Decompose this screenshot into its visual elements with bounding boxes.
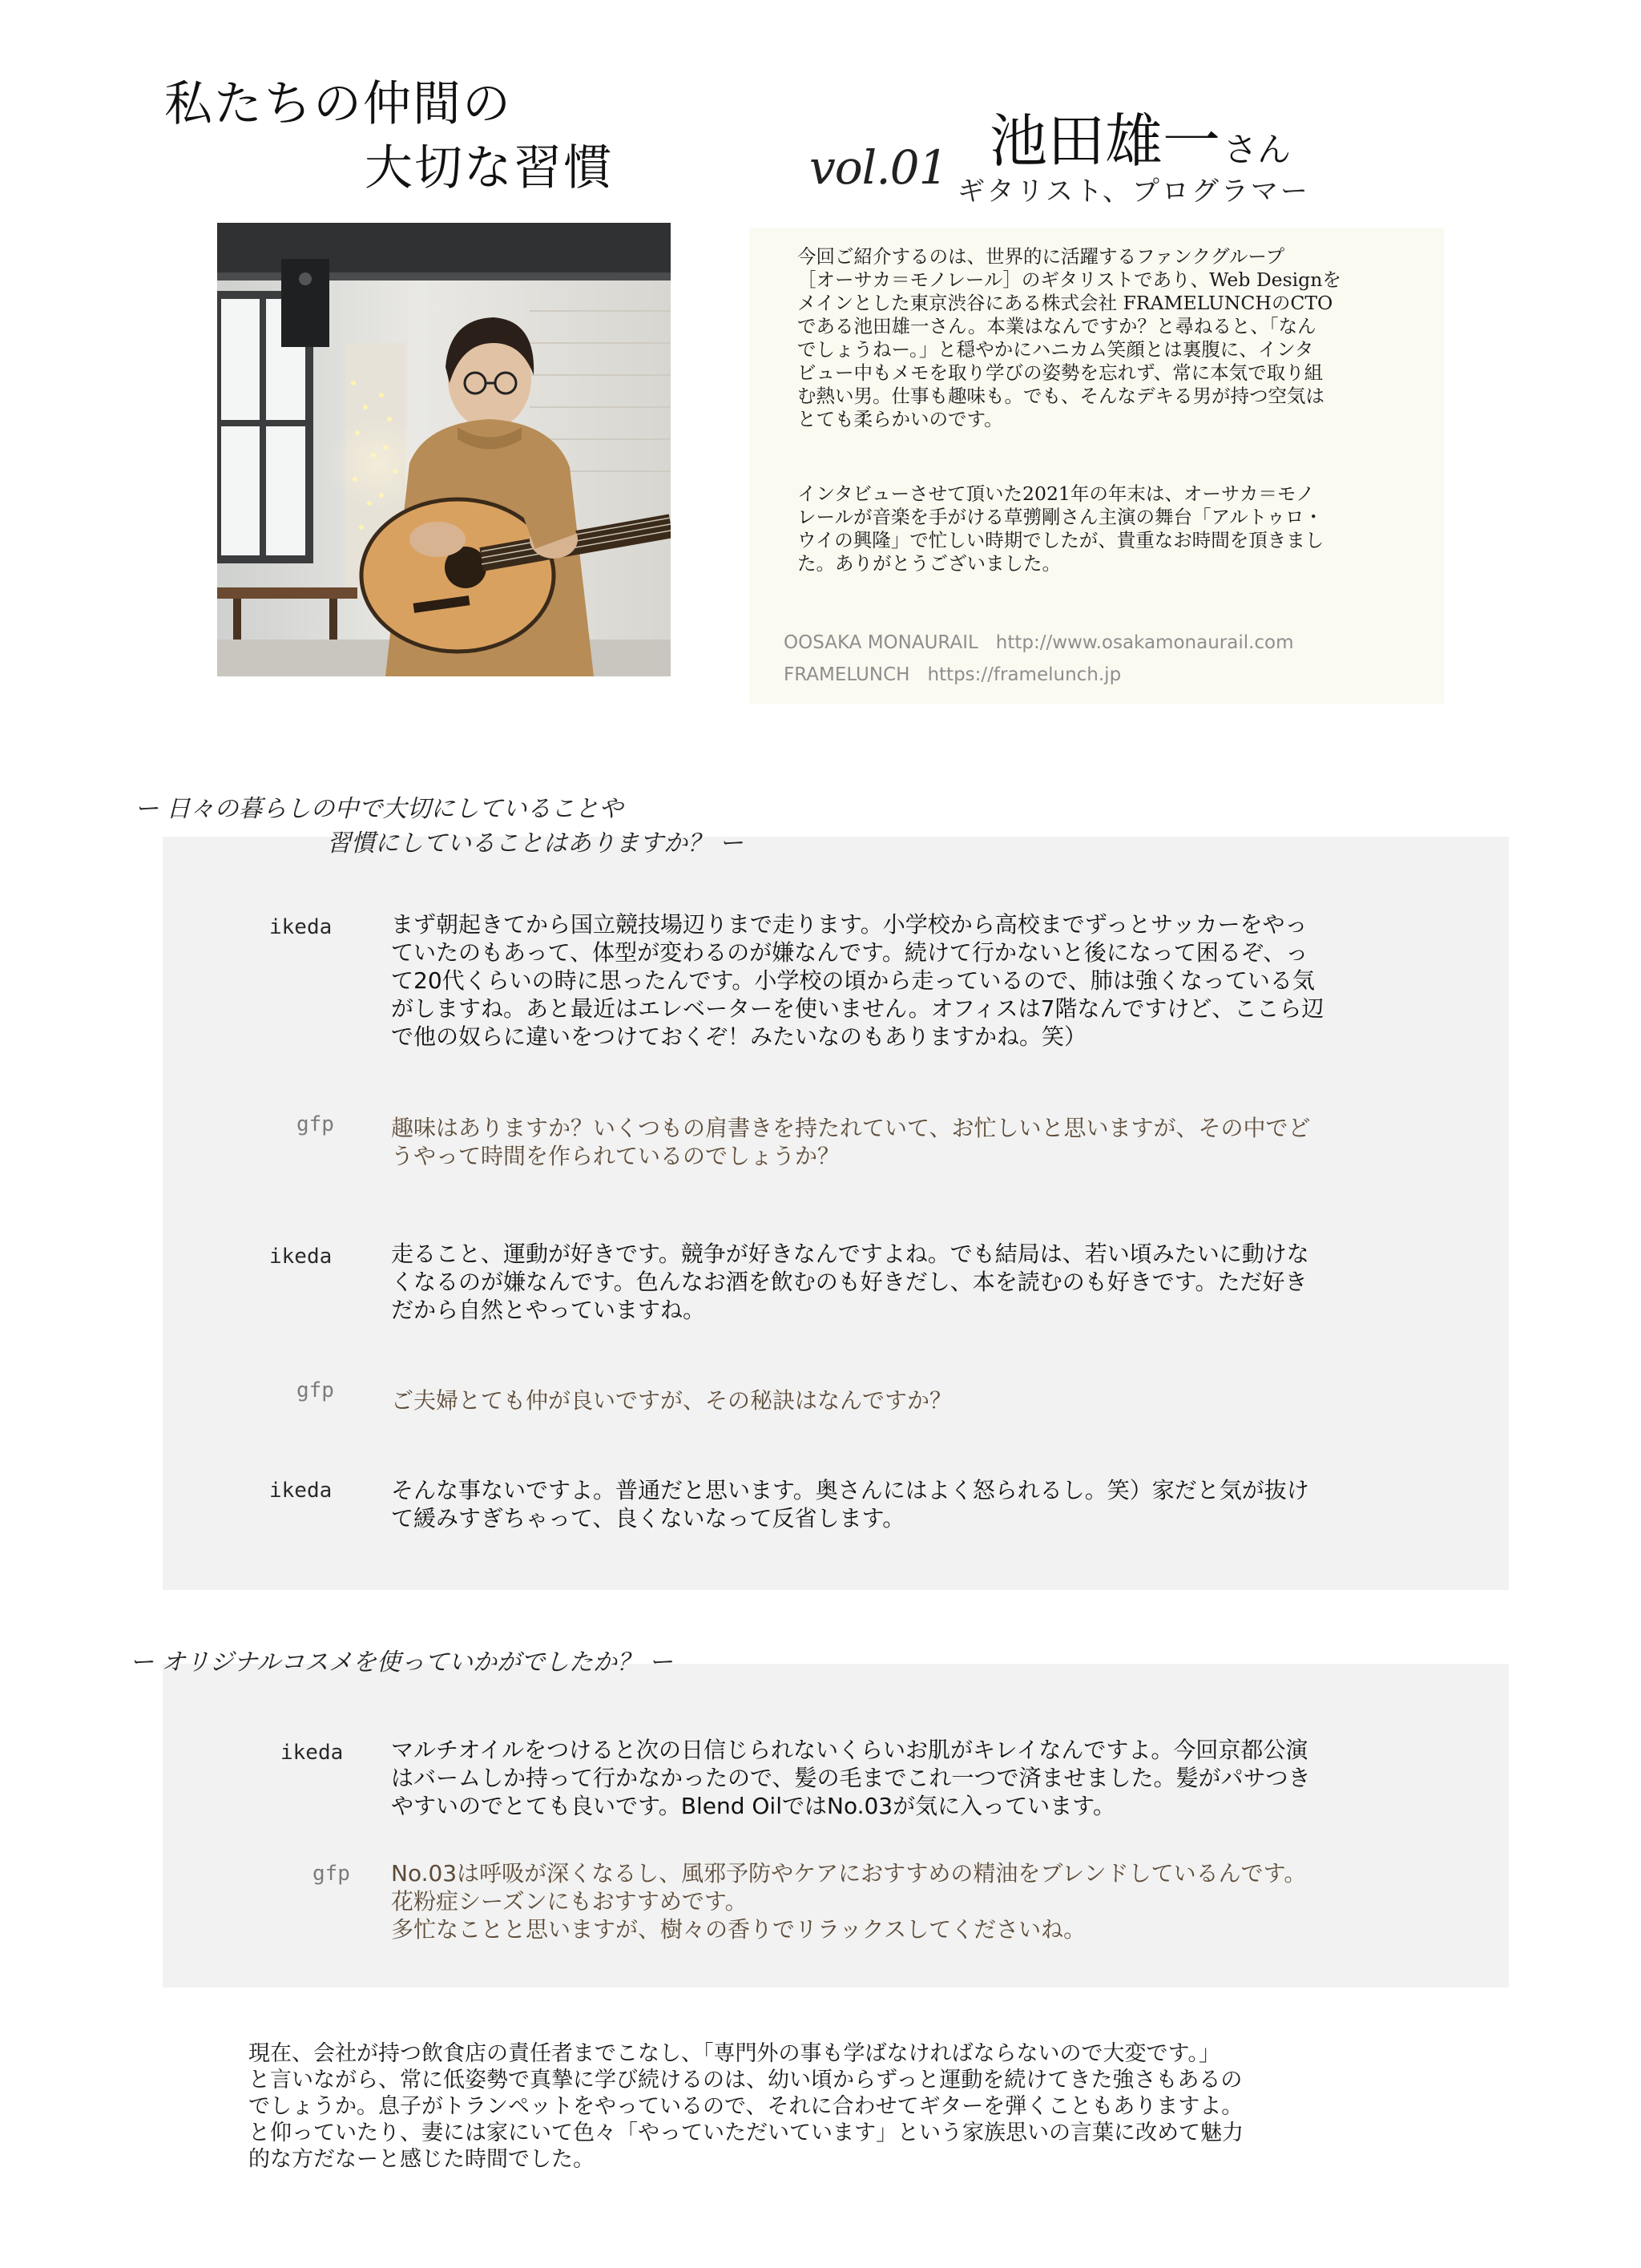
section1-question-line1: ー 日々の暮らしの中で大切にしていることや bbox=[135, 795, 623, 823]
speaker-label: gfp bbox=[296, 1378, 334, 1402]
intro-box bbox=[749, 228, 1444, 704]
dialogue-text: まず朝起きてから国立競技場辺りまで走ります。小学校から高校までずっとサッカーをやっ ていたのもあって、体型が変わるのが嫌なんです。続けて行かないと後になって困るぞ、っ て20代くらいの時に思ったんです。小学校の頃から走っているので、肺は強くなっている気 がしますね。あと最近はエレベーターを使いません。オフィスは7階なんですけど、ここら辺 で他の奴らに違いをつけておくぞ！みたいなのもありますかね。笑） bbox=[391, 911, 1324, 1050]
speaker-label: gfp bbox=[312, 1862, 350, 1886]
link-row bbox=[784, 659, 1294, 691]
interviewee-name-text: 池田雄一 bbox=[990, 107, 1221, 175]
link-url[interactable]: http://www.osakamonaurail.com bbox=[995, 632, 1294, 653]
dialogue-text: 趣味はありますか？いくつもの肩書きを持たれていて、お忙しいと思いますが、その中でど うやって時間を作られているのでしょうか？ bbox=[391, 1115, 1311, 1169]
closing-paragraph: 現在、会社が持つ飲食店の責任者までこなし、「専門外の事も学ばなければならないので大変です。」 と言いながら、常に低姿勢で真摯に学び続けるのは、幼い頃からずっと運動を続けてきた強さもあるの でしょうか。息子がトランペットをやっているので、それに合わせてギターを弾くこともありますよ。 と仰っていたり、妻には家にいて色々「やっていただいています」という家族思いの言葉に改めて魅力 的な方だなーと感じた時間でした。 bbox=[248, 2041, 1244, 2172]
intro-paragraph-2: インタビューさせて頂いた2021年の年末は、オーサカ＝モノ レールが音楽を手がける草彅剛さん主演の舞台「アルトゥロ・ ウイの興隆」で忙しい時期でしたが、貴重なお時間を頂きまし た。ありがとうございました。 bbox=[797, 482, 1324, 575]
page-title-line2: 大切な習慣 bbox=[365, 140, 613, 196]
intro-paragraph-1: 今回ご紹介するのは、世界的に活躍するファンクグループ ［オーサカ＝モノレール］のギタリストであり、Web Designを メインとした東京渋谷にある株式会社 FRAMELUNCHのCTO である池田雄一さん。本業はなんですか？と尋ねると、「なん でしょうねー。」と穏やかにハニカム笑顔とは裏腹に、インタ ビュー中もメモを取り学びの姿勢を忘れず、常に本気で取り組 む熱い男。仕事も趣味も。でも、そんなデキる男が持つ空気は とても柔らかいのです。 bbox=[797, 245, 1341, 430]
link-row bbox=[784, 627, 1294, 659]
dialogue-text: ご夫婦とても仲が良いですが、その秘訣はなんですか？ bbox=[391, 1387, 953, 1414]
dialogue-text: 走ること、運動が好きです。競争が好きなんですよね。でも結局は、若い頃みたいに動けな くなるのが嫌なんです。色んなお酒を飲むのも好きだし、本を読むのも好きです。ただ好き だから自然とやっていますね。 bbox=[391, 1241, 1309, 1323]
speaker-label: ikeda bbox=[269, 1479, 333, 1503]
honorific: さん bbox=[1224, 130, 1292, 169]
interviewee-role: ギタリスト、プログラマー bbox=[958, 176, 1310, 208]
speaker-label: ikeda bbox=[280, 1741, 344, 1765]
dialogue-text: No.03は呼吸が深くなるし、風邪予防やケアにおすすめの精油をブレンドしているんです。 花粉症シーズンにもおすすめです。 多忙なことと思いますが、樹々の香りでリラックスしてくださいね。 bbox=[391, 1860, 1307, 1943]
volume-label: vol.01 bbox=[809, 140, 948, 195]
speaker-label: ikeda bbox=[269, 1245, 333, 1269]
link-url[interactable]: https://framelunch.jp bbox=[927, 664, 1122, 685]
speaker-label: ikeda bbox=[269, 915, 333, 939]
link-label: OOSAKA MONAURAIL bbox=[784, 632, 978, 653]
links-list bbox=[784, 627, 1294, 691]
dialogue-text: マルチオイルをつけると次の日信じられないくらいお肌がキレイなんですよ。今回京都公演 はバームしか持って行かなかったので、髪の毛までこれ一つで済ませました。髪がパサつき やすいのでとても良いです。Blend OilではNo.03が気に入っています。 bbox=[391, 1737, 1311, 1819]
portrait-photo bbox=[217, 223, 671, 676]
dialogue-text: そんな事ないですよ。普通だと思います。奥さんにはよく怒られるし。笑）家だと気が抜け て緩みすぎちゃって、良くないなって反省します。 bbox=[391, 1477, 1309, 1532]
speaker-label: gfp bbox=[296, 1112, 334, 1136]
section1-question-line2: 習慣にしていることはありますか？ ー bbox=[327, 829, 744, 858]
link-label: FRAMELUNCH bbox=[784, 664, 910, 685]
page-title-line1: 私たちの仲間の bbox=[164, 76, 512, 132]
section2-question: ー オリジナルコスメを使っていかがでしたか？ ー bbox=[130, 1649, 673, 1677]
interviewee-name bbox=[990, 107, 1292, 175]
